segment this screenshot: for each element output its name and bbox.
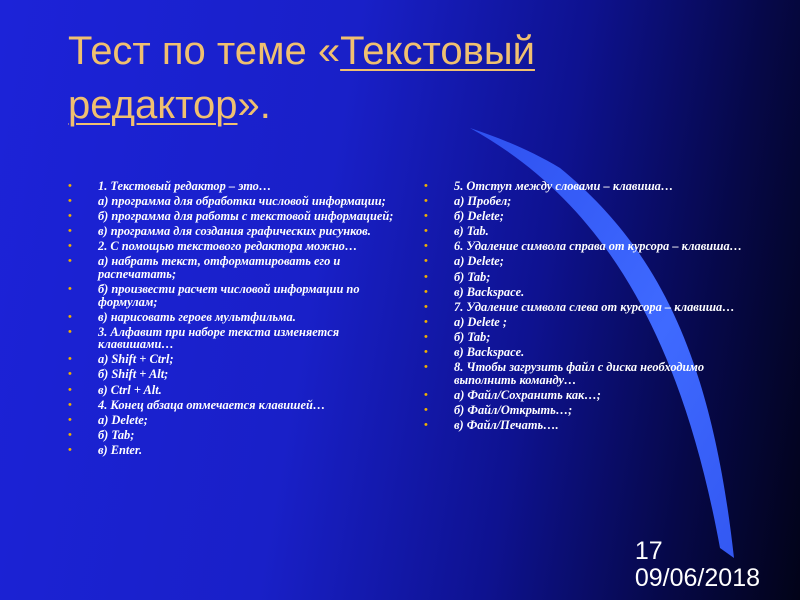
list-item: • в) нарисовать героев мультфильма. xyxy=(68,311,398,324)
list-item: • а) Delete; xyxy=(424,255,764,268)
list-item: • 4. Конец абзаца отмечается клавишей… xyxy=(68,399,398,412)
list-item: • а) Delete; xyxy=(68,414,398,427)
slide-footer xyxy=(635,538,760,592)
title-suffix: ». xyxy=(237,83,271,127)
list-item: • 1. Текстовый редактор – это… xyxy=(68,180,398,193)
list-item: • 2. С помощью текстового редактора можно… xyxy=(68,240,398,253)
list-item: • в) Tab. xyxy=(424,225,764,238)
slide-number: 17 xyxy=(634,537,663,565)
list-item: • 8. Чтобы загрузить файл с диска необходимо выполнить команду… xyxy=(424,361,764,386)
list-item: • а) Shift + Ctrl; xyxy=(68,353,398,366)
right-question-list xyxy=(424,180,764,434)
list-item: • в) Enter. xyxy=(68,444,398,457)
list-item: • б) Tab; xyxy=(424,271,764,284)
slide-date: 09/06/2018 xyxy=(634,564,760,592)
list-item: • а) набрать текст, отформатировать его и распечатать; xyxy=(68,255,398,280)
list-item: • б) Tab; xyxy=(424,331,764,344)
list-item: • а) Файл/Сохранить как…; xyxy=(424,389,764,402)
list-item: • в) Файл/Печать…. xyxy=(424,419,764,432)
list-item: • а) Delete ; xyxy=(424,316,764,329)
list-item: • в) программа для создания графических рисунков. xyxy=(68,225,398,238)
list-item: • б) произвести расчет числовой информации по формулам; xyxy=(68,283,398,308)
title-link-redaktor[interactable]: редактор xyxy=(68,83,238,127)
title-prefix: Тест по теме « xyxy=(68,29,341,73)
list-item: • б) Delete; xyxy=(424,210,764,223)
list-item: • 5. Отступ между словами – клавиша… xyxy=(424,180,764,193)
list-item: • в) Backspace. xyxy=(424,346,764,359)
list-item: • в) Ctrl + Alt. xyxy=(68,384,398,397)
list-item: • б) программа для работы с текстовой информацией; xyxy=(68,210,398,223)
list-item: • б) Shift + Alt; xyxy=(68,368,398,381)
list-item: • б) Tab; xyxy=(68,429,398,442)
list-item: • 7. Удаление символа слева от курсора – клавиша… xyxy=(424,301,764,314)
title-link-textovy[interactable]: Текстовый xyxy=(340,29,535,73)
list-item: • а) программа для обработки числовой информации; xyxy=(68,195,398,208)
list-item: • 6. Удаление символа справа от курсора – клавиша… xyxy=(424,240,764,253)
list-item: • а) Пробел; xyxy=(424,195,764,208)
list-item: • б) Файл/Открыть…; xyxy=(424,404,764,417)
list-item: • 3. Алфавит при наборе текста изменяется клавишами… xyxy=(68,326,398,351)
slide-title xyxy=(68,24,708,132)
left-question-list xyxy=(68,180,398,459)
list-item: • в) Backspace. xyxy=(424,286,764,299)
